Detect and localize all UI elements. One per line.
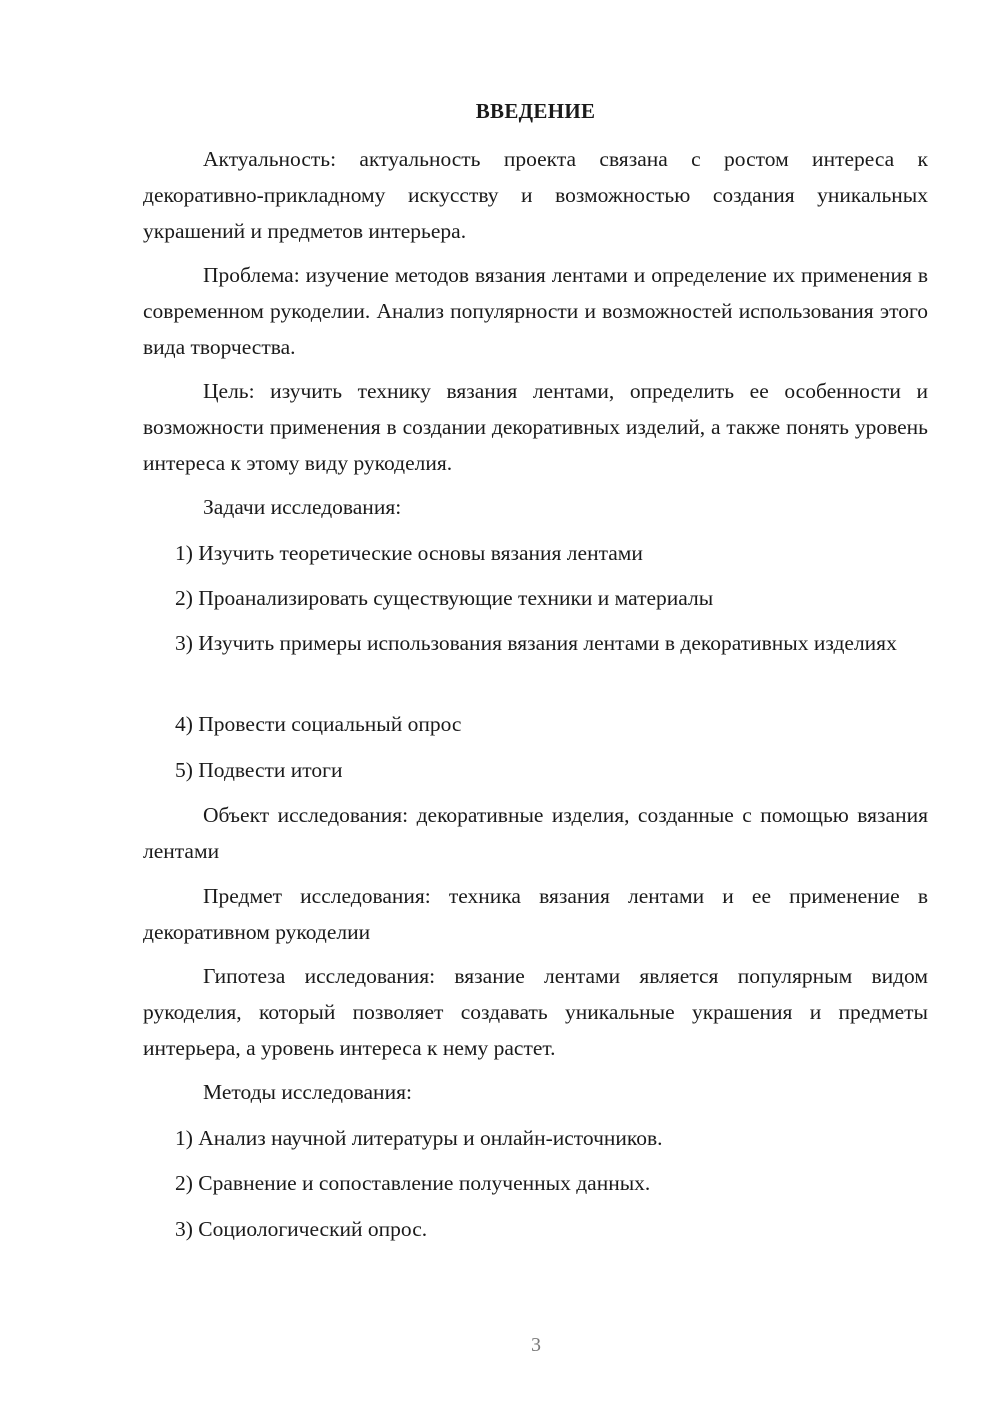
goal-paragraph: Цель: изучить технику вязания лентами, определить ее особенности и возможности применения в создании декоративных изделий, а также понять уровень интереса к этому виду рукоделия. [143,379,928,475]
subject-paragraph: Предмет исследования: техника вязания лентами и ее применение в декоративном рукоделии [143,884,928,944]
tasks-heading: Задачи исследования: [203,495,402,519]
relevance-paragraph: Актуальность: актуальность проекта связана с ростом интереса к декоративно-прикладному искусству и возможностью создания уникальных украшений и предметов интерьера. [143,147,928,243]
problem-paragraph: Проблема: изучение методов вязания лентами и определение их применения в современном рукоделии. Анализ популярности и возможностей использования этого вида творчества. [143,263,928,359]
method-item: 3) Социологический опрос. [175,1217,428,1241]
task-item: 1) Изучить теоретические основы вязания лентами [175,541,643,565]
task-item: 3) Изучить примеры использования вязания лентами в декоративных изделиях [175,631,897,655]
object-paragraph: Объект исследования: декоративные изделия, созданные с помощью вязания лентами [143,803,928,863]
task-item: 2) Проанализировать существующие техники и материалы [175,586,714,610]
method-item: 2) Сравнение и сопоставление полученных данных. [175,1171,651,1195]
page-number: 3 [531,1334,541,1356]
method-item: 1) Анализ научной литературы и онлайн-источников. [175,1126,663,1150]
task-item: 5) Подвести итоги [175,758,343,782]
hypothesis-paragraph: Гипотеза исследования: вязание лентами является популярным видом рукоделия, который позволяет создавать уникальные украшения и предметы интерьера, а уровень интереса к нему растет. [143,964,928,1060]
methods-heading: Методы исследования: [203,1080,412,1104]
task-item: 4) Провести социальный опрос [175,712,462,736]
section-title: ВВЕДЕНИЕ [475,99,596,123]
